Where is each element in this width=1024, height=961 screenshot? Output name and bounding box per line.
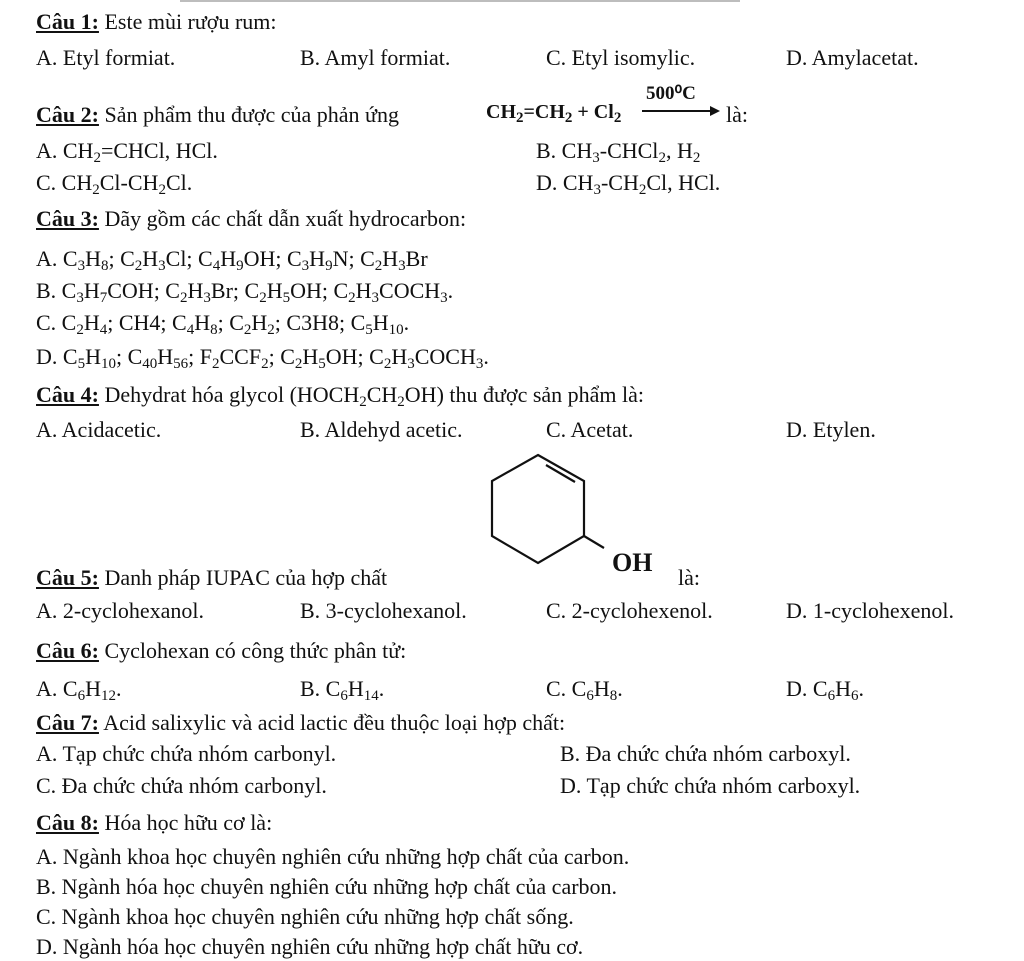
- formula-text: H: [302, 344, 319, 369]
- formula-text: A. C: [36, 246, 78, 271]
- formula-text: Cl; C: [165, 246, 213, 271]
- formula-text: Br: [405, 246, 428, 271]
- q7-option-d[interactable]: D. Tạp chức chứa nhóm carboxyl.: [560, 773, 861, 798]
- formula-subscript: 3: [407, 356, 415, 372]
- formula-text: ; C: [217, 310, 244, 335]
- question-4: Câu 4: Dehydrat hóa glycol $(HOCH_2CH_2OH)$ thu được sản phẩm là:: [36, 382, 645, 410]
- q5-option-a[interactable]: A. 2-cyclohexanol.: [36, 598, 204, 623]
- q1-option-a[interactable]: A. Etyl formiat.: [36, 45, 176, 70]
- formula-subscript: 2: [261, 356, 269, 372]
- formula-text: H: [83, 278, 100, 303]
- q6-option-a[interactable]: A. $C_6H_{12}$.: [36, 676, 122, 704]
- formula-subscript: 3: [301, 258, 310, 274]
- formula-subscript: 40: [142, 356, 158, 372]
- formula-text: .: [447, 278, 454, 303]
- question-6: [36, 640, 406, 662]
- formula-subscript: 8: [100, 258, 109, 274]
- formula-text: Br; C: [210, 278, 260, 303]
- formula-text: COH; C: [107, 278, 180, 303]
- question-5-label: Câu 5:: [36, 565, 99, 590]
- formula-text: H: [187, 278, 204, 303]
- question-4-label: Câu 4:: [36, 382, 99, 407]
- formula-text: H: [157, 344, 174, 369]
- question-2-text: Sản phẩm thu được của phản ứng: [98, 102, 399, 127]
- q7-option-b[interactable]: B. Đa chức chứa nhóm carboxyl.: [560, 741, 851, 766]
- formula-subscript: 4: [186, 322, 195, 338]
- q8-option-d[interactable]: D. Ngành hóa học chuyên nghiên cứu những hợp chất hữu cơ.: [36, 934, 584, 959]
- formula-subscript: 2: [294, 356, 303, 372]
- q4-option-b[interactable]: B. Aldehyd acetic.: [300, 417, 463, 442]
- formula-subscript: 2: [134, 258, 143, 274]
- q3-option-c[interactable]: [36, 310, 410, 338]
- formula-text: .: [403, 310, 410, 335]
- formula-subscript: 3: [440, 290, 448, 306]
- formula-subscript: 4: [212, 258, 221, 274]
- formula-text: H: [251, 310, 268, 335]
- question-3-label: Câu 3:: [36, 206, 99, 231]
- q4-option-d[interactable]: D. Etylen.: [786, 417, 876, 442]
- reactant2-sub: 2: [564, 110, 573, 126]
- formula-subscript: 2: [374, 258, 383, 274]
- formula-subscript: 2: [383, 356, 392, 372]
- question-3-text: Dãy gồm các chất dẫn xuất hydrocarbon:: [98, 206, 467, 231]
- formula-text: D. C: [36, 344, 78, 369]
- question-1-text: Este mùi rượu rum:: [98, 9, 277, 34]
- question-8: [36, 812, 272, 834]
- formula-text: ; F: [188, 344, 212, 369]
- formula-subscript: 10: [100, 356, 116, 372]
- formula-text: H: [355, 278, 372, 303]
- cyclohexenol-structure-icon: [468, 450, 608, 580]
- formula-text: H: [220, 246, 237, 271]
- formula-text: H: [372, 310, 389, 335]
- top-edge-line: [180, 0, 740, 2]
- q5-option-d[interactable]: D. 1-cyclohexenol.: [786, 598, 954, 623]
- q2-option-d[interactable]: D. $CH_3-CH_2Cl$, HCl.: [536, 170, 721, 198]
- q2-option-a[interactable]: A. $CH_2=CHCl$, HCl.: [36, 138, 218, 166]
- formula-subscript: 3: [203, 290, 211, 306]
- plus-cl: + Cl: [572, 101, 614, 123]
- q2-option-c[interactable]: C. $CH_2Cl-CH_2Cl$.: [36, 170, 193, 198]
- formula-subscript: 3: [398, 258, 406, 274]
- q8-option-c[interactable]: C. Ngành khoa học chuyên nghiên cứu những hợp chất sống.: [36, 904, 574, 929]
- question-3: [36, 208, 466, 230]
- question-6-label: Câu 6:: [36, 638, 99, 663]
- reactant2: CH: [534, 101, 565, 123]
- formula-text: .: [483, 344, 489, 369]
- formula-subscript: 2: [267, 322, 275, 338]
- q6-option-c[interactable]: C. $C_6H_8$.: [546, 676, 623, 704]
- formula-subscript: 3: [371, 290, 380, 306]
- q1-option-c[interactable]: C. Etyl isomylic.: [546, 45, 696, 70]
- q8-option-b[interactable]: B. Ngành hóa học chuyên nghiên cứu những hợp chất của carbon.: [36, 874, 618, 899]
- question-5-text: Danh pháp IUPAC của hợp chất: [98, 565, 388, 590]
- hydroxyl-label: OH: [612, 548, 653, 577]
- formula-text: H: [85, 344, 101, 369]
- formula-subscript: 7: [99, 290, 108, 306]
- q6-option-d[interactable]: D. $C_6H_6$.: [786, 676, 864, 704]
- formula-subscript: 9: [236, 258, 244, 274]
- formula-subscript: 3: [158, 258, 166, 274]
- q4-option-c[interactable]: C. Acetat.: [546, 417, 634, 442]
- formula-text: ; C: [108, 246, 135, 271]
- formula-text: C. C: [36, 310, 77, 335]
- question-2: [36, 104, 399, 126]
- formula-text: H: [309, 246, 326, 271]
- formula-subscript: 3: [77, 258, 86, 274]
- formula-subscript: 2: [259, 290, 267, 306]
- reaction-equation: [486, 101, 622, 126]
- question-1-label: Câu 1:: [36, 9, 99, 34]
- formula-subscript: 3: [475, 356, 484, 372]
- formula-text: ; CH4; C: [107, 310, 187, 335]
- question-1: [36, 11, 277, 33]
- formula-text: ; C3H8; C: [274, 310, 366, 335]
- formula-subscript: 10: [388, 322, 404, 338]
- formula-subscript: 8: [210, 322, 218, 338]
- formula-subscript: 56: [173, 356, 189, 372]
- q3-option-a[interactable]: [36, 246, 428, 274]
- reaction-arrow-icon: [640, 104, 722, 118]
- q6-option-b[interactable]: B. $C_6H_{14}$.: [300, 676, 385, 704]
- formula-text: OH; C: [243, 246, 302, 271]
- question-7: [36, 712, 565, 734]
- q7-option-a[interactable]: A. Tạp chức chứa nhóm carbonyl.: [36, 741, 337, 766]
- formula-subscript: 2: [243, 322, 252, 338]
- question-5-suffix: là:: [678, 565, 700, 590]
- q5-option-c[interactable]: C. 2-cyclohexenol.: [546, 598, 713, 623]
- formula-subscript: 5: [77, 356, 86, 372]
- formula-text: ; C: [115, 344, 143, 369]
- question-2-label: Câu 2:: [36, 102, 99, 127]
- formula-subscript: 5: [282, 290, 291, 306]
- reactant1-sub: 2: [516, 110, 524, 126]
- formula-text: H: [85, 246, 101, 271]
- formula-text: H: [83, 310, 100, 335]
- formula-text: CCF: [219, 344, 262, 369]
- q1-option-d[interactable]: D. Amylacetat.: [786, 45, 919, 70]
- question-6-text: Cyclohexan có công thức phân tử:: [98, 638, 407, 663]
- formula-subscript: 5: [365, 322, 373, 338]
- formula-text: N; C: [332, 246, 375, 271]
- formula-subscript: 2: [180, 290, 188, 306]
- formula-text: COCH: [379, 278, 441, 303]
- cl-sub: 2: [613, 110, 622, 126]
- formula-text: H: [266, 278, 283, 303]
- question-7-label: Câu 7:: [36, 710, 99, 735]
- q7-option-c[interactable]: C. Đa chức chứa nhóm carbonyl.: [36, 773, 327, 798]
- question-8-label: Câu 8:: [36, 810, 99, 835]
- formula-text: OH; C: [325, 344, 384, 369]
- formula-text: COCH: [414, 344, 476, 369]
- q3-option-b[interactable]: [36, 278, 454, 306]
- question-2-suffix: là:: [726, 102, 748, 127]
- formula-text: H: [391, 344, 408, 369]
- formula-subscript: 2: [348, 290, 356, 306]
- q4-option-a[interactable]: A. Acidacetic.: [36, 417, 162, 442]
- formula-subscript: 2: [76, 322, 84, 338]
- formula-subscript: 5: [318, 356, 326, 372]
- reactant1: CH: [486, 101, 516, 123]
- formula-text: B. C: [36, 278, 77, 303]
- question-8-text: Hóa học hữu cơ là:: [98, 810, 273, 835]
- q8-option-a[interactable]: A. Ngành khoa học chuyên nghiên cứu những hợp chất của carbon.: [36, 844, 630, 869]
- q2-option-b[interactable]: B. $CH_3-CHCl_2$, $H_2$: [536, 138, 701, 166]
- formula-subscript: 4: [99, 322, 108, 338]
- formula-subscript: 3: [76, 290, 84, 306]
- question-7-text: Acid salixylic và acid lactic đều thuộc loại hợp chất:: [98, 710, 566, 735]
- q3-option-d[interactable]: [36, 344, 489, 372]
- question-5: [36, 567, 387, 589]
- q1-option-b[interactable]: B. Amyl formiat.: [300, 45, 451, 70]
- reaction-condition: 500⁰C: [646, 83, 696, 104]
- formula-text: ; C: [268, 344, 295, 369]
- formula-text: H: [194, 310, 211, 335]
- q5-option-b[interactable]: B. 3-cyclohexanol.: [300, 598, 467, 623]
- formula-subscript: 2: [212, 356, 220, 372]
- formula-text: H: [142, 246, 159, 271]
- formula-text: OH; C: [290, 278, 349, 303]
- double-bond: =: [523, 101, 535, 123]
- formula-text: H: [382, 246, 399, 271]
- formula-subscript: 9: [325, 258, 333, 274]
